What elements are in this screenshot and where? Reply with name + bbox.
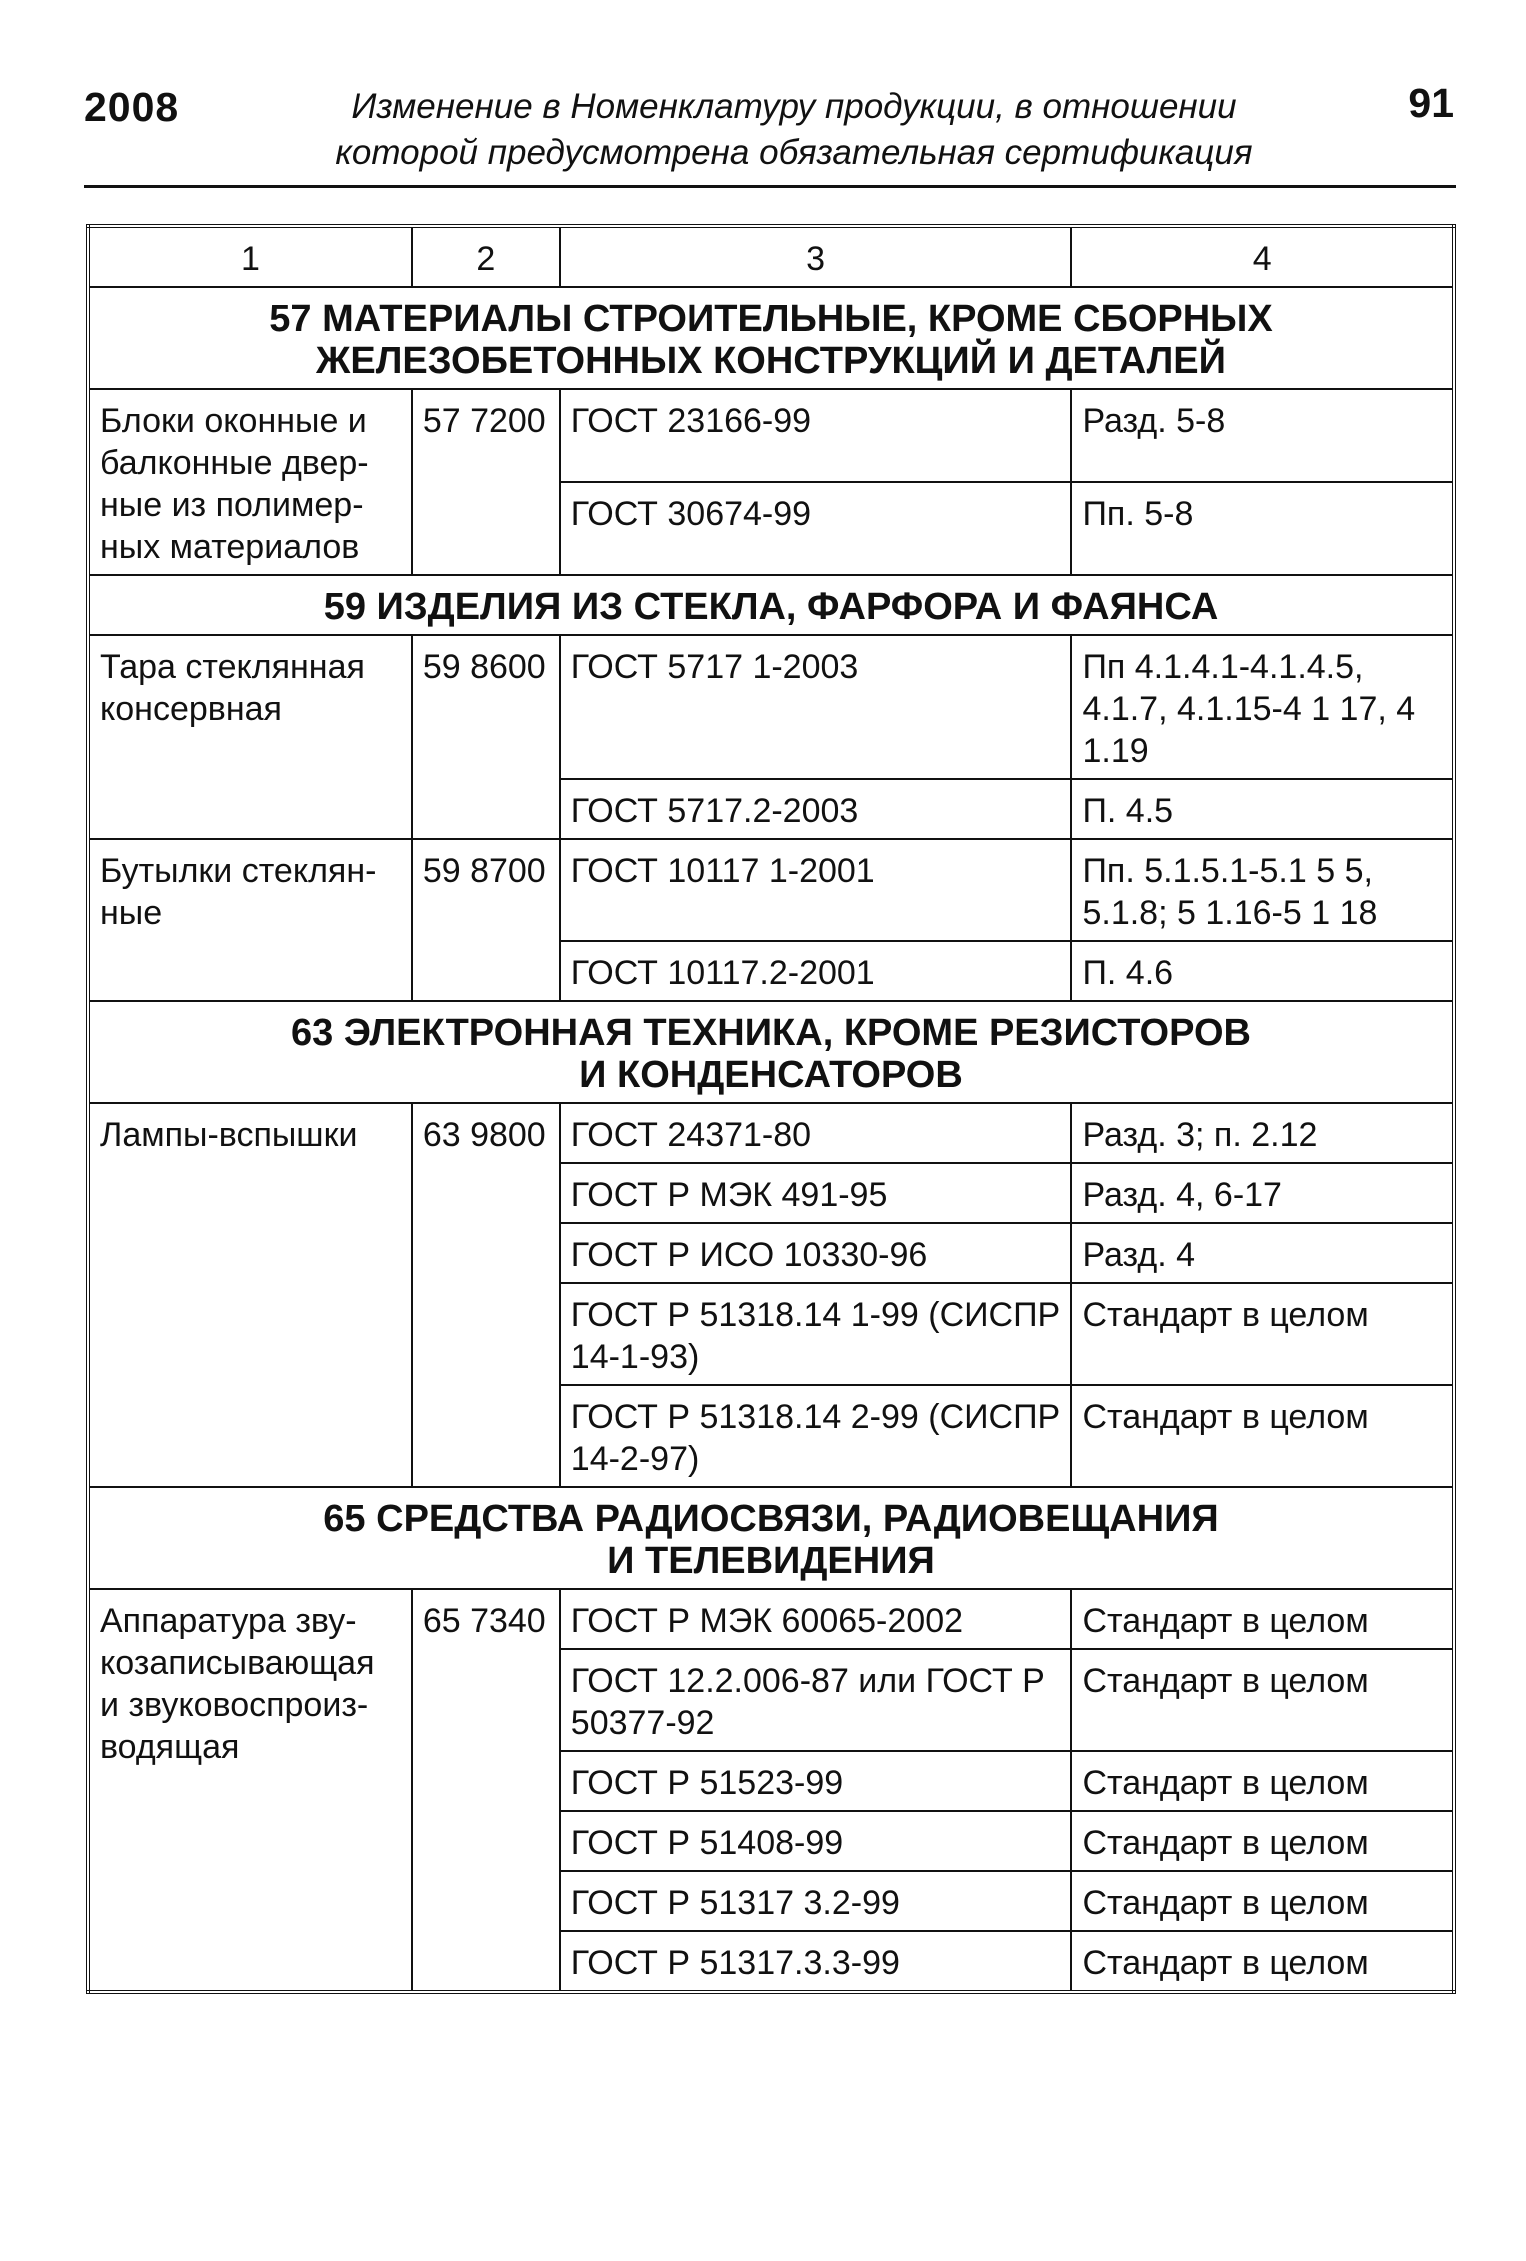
page-title <box>264 84 1324 176</box>
clause-cell: Разд. 4 <box>1071 1223 1454 1283</box>
standard-cell: ГОСТ 10117 1-2001 <box>560 839 1072 941</box>
product-name-cell: Лампы-вспышки <box>88 1103 412 1487</box>
section-heading <box>88 287 1454 389</box>
product-name-cell: Тара стеклянная консервная <box>88 635 412 839</box>
page-title-line-1: Изменение в Номенклатуру продукции, в отношении <box>351 87 1237 126</box>
okp-code-cell: 65 7340 <box>412 1589 560 1992</box>
table-row <box>88 1103 1454 1163</box>
standard-cell: ГОСТ Р МЭК 60065-2002 <box>560 1589 1072 1649</box>
certification-table <box>86 224 1456 1994</box>
standard-cell: ГОСТ 23166-99 <box>560 389 1072 482</box>
clause-cell: Пп 4.1.4.1-4.1.4.5, 4.1.7, 4.1.15-4 1 17, 4 1.19 <box>1071 635 1454 779</box>
clause-cell: Пп. 5-8 <box>1071 482 1454 575</box>
product-name-cell: Бутылки стеклян-ные <box>88 839 412 1001</box>
standard-cell: ГОСТ 30674-99 <box>560 482 1072 575</box>
standard-cell: ГОСТ Р 51318.14 1-99 (СИСПР 14-1-93) <box>560 1283 1072 1385</box>
clause-cell: Стандарт в целом <box>1071 1811 1454 1871</box>
standard-cell: ГОСТ 10117.2-2001 <box>560 941 1072 1001</box>
section-heading-line: ЖЕЛЕЗОБЕТОННЫХ КОНСТРУКЦИЙ И ДЕТАЛЕЙ <box>316 340 1226 382</box>
standard-cell: ГОСТ 5717 1-2003 <box>560 635 1072 779</box>
column-number-row <box>88 226 1454 287</box>
table-row <box>88 1589 1454 1649</box>
page-header <box>84 76 1454 186</box>
okp-code-cell: 63 9800 <box>412 1103 560 1487</box>
standard-cell: ГОСТ 24371-80 <box>560 1103 1072 1163</box>
standard-cell: ГОСТ Р 51317.3.3-99 <box>560 1931 1072 1992</box>
document-year: 2008 <box>84 84 180 130</box>
column-number-4: 4 <box>1071 226 1454 287</box>
standard-cell: ГОСТ Р ИСО 10330-96 <box>560 1223 1072 1283</box>
clause-cell: Стандарт в целом <box>1071 1283 1454 1385</box>
page-number: 91 <box>1408 80 1454 126</box>
clause-cell: Разд. 5-8 <box>1071 389 1454 482</box>
section-heading-line: 63 ЭЛЕКТРОННАЯ ТЕХНИКА, КРОМЕ РЕЗИСТОРОВ <box>291 1012 1251 1054</box>
section-heading-line: 57 МАТЕРИАЛЫ СТРОИТЕЛЬНЫЕ, КРОМЕ СБОРНЫХ <box>269 298 1273 340</box>
okp-code-cell: 57 7200 <box>412 389 560 575</box>
header-divider <box>84 185 1456 188</box>
standard-cell: ГОСТ Р 51317 3.2-99 <box>560 1871 1072 1931</box>
okp-code-cell: 59 8700 <box>412 839 560 1001</box>
column-number-2: 2 <box>412 226 560 287</box>
section-row <box>88 575 1454 635</box>
standard-cell: ГОСТ Р 51523-99 <box>560 1751 1072 1811</box>
standard-cell: ГОСТ 5717.2-2003 <box>560 779 1072 839</box>
clause-cell: Стандарт в целом <box>1071 1751 1454 1811</box>
column-number-3: 3 <box>560 226 1072 287</box>
clause-cell: Разд. 3; п. 2.12 <box>1071 1103 1454 1163</box>
page-title-line-2: которой предусмотрена обязательная сертификация <box>335 133 1253 172</box>
section-row <box>88 1001 1454 1103</box>
table-row <box>88 389 1454 482</box>
okp-code-cell: 59 8600 <box>412 635 560 839</box>
clause-cell: Стандарт в целом <box>1071 1589 1454 1649</box>
product-name-cell: Блоки оконные и балконные двер-ные из полимер-ных материалов <box>88 389 412 575</box>
product-name-cell: Аппаратура зву-козаписывающая и звуковоспроиз-водящая <box>88 1589 412 1992</box>
standard-cell: ГОСТ 12.2.006-87 или ГОСТ Р 50377-92 <box>560 1649 1072 1751</box>
table-row <box>88 635 1454 779</box>
standard-cell: ГОСТ Р МЭК 491-95 <box>560 1163 1072 1223</box>
section-row <box>88 1487 1454 1589</box>
clause-cell: П. 4.5 <box>1071 779 1454 839</box>
standard-cell: ГОСТ Р 51408-99 <box>560 1811 1072 1871</box>
section-heading-line: И КОНДЕНСАТОРОВ <box>579 1054 963 1096</box>
section-heading-line: И ТЕЛЕВИДЕНИЯ <box>607 1540 935 1582</box>
clause-cell: Стандарт в целом <box>1071 1385 1454 1487</box>
clause-cell: Разд. 4, 6-17 <box>1071 1163 1454 1223</box>
clause-cell: Пп. 5.1.5.1-5.1 5 5, 5.1.8; 5 1.16-5 1 18 <box>1071 839 1454 941</box>
clause-cell: Стандарт в целом <box>1071 1931 1454 1992</box>
section-row <box>88 287 1454 389</box>
clause-cell: П. 4.6 <box>1071 941 1454 1001</box>
clause-cell: Стандарт в целом <box>1071 1871 1454 1931</box>
section-heading-line: 65 СРЕДСТВА РАДИОСВЯЗИ, РАДИОВЕЩАНИЯ <box>323 1498 1219 1540</box>
column-number-1: 1 <box>88 226 412 287</box>
clause-cell: Стандарт в целом <box>1071 1649 1454 1751</box>
section-heading <box>88 575 1454 635</box>
section-heading-line: 59 ИЗДЕЛИЯ ИЗ СТЕКЛА, ФАРФОРА И ФАЯНСА <box>323 586 1219 628</box>
section-heading <box>88 1487 1454 1589</box>
table-row <box>88 839 1454 941</box>
standard-cell: ГОСТ Р 51318.14 2-99 (СИСПР 14-2-97) <box>560 1385 1072 1487</box>
section-heading <box>88 1001 1454 1103</box>
